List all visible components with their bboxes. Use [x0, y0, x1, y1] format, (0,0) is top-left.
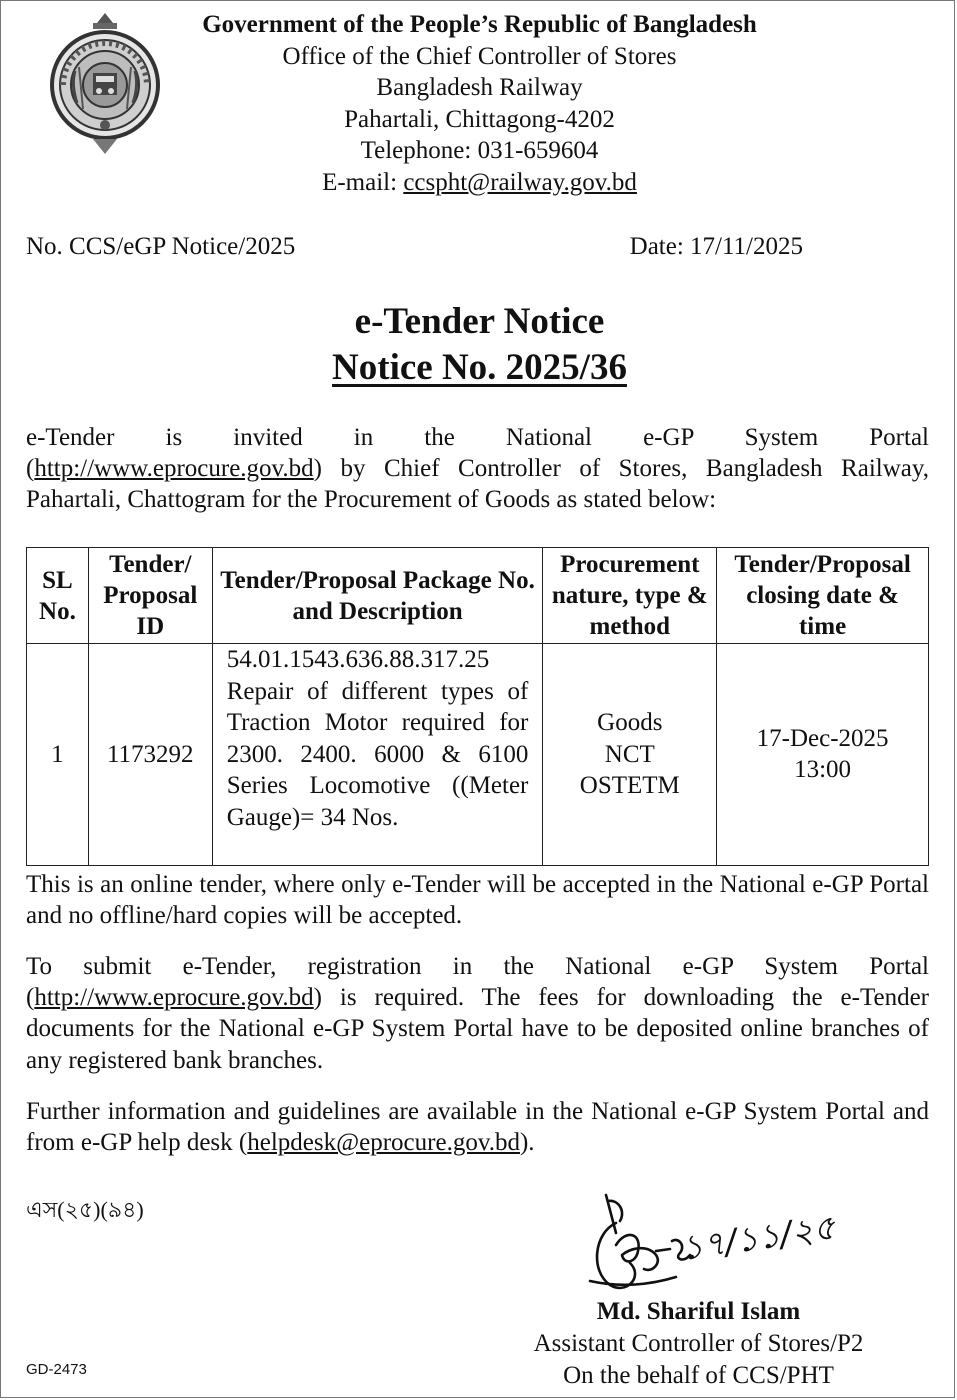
cell-tender-id: 1173292 [88, 644, 212, 866]
signatory-designation: Assistant Controller of Stores/P2 [533, 1330, 864, 1357]
further-info-paragraph [26, 1096, 929, 1158]
intro-text: ) by Chief Controller of Stores, Bangladesh Railway, Pahartali, Chattogram for the Procurement of Goods as stated below: [26, 455, 929, 514]
title-main: e-Tender Notice [354, 301, 605, 342]
email-label: E-mail: [322, 168, 404, 196]
intro-line-1: e-Tender is invited in the National e-GP System Portal [26, 424, 929, 451]
signature-block [481, 1296, 916, 1392]
header-closing: Tender/Proposal closing date & time [717, 548, 929, 644]
submit-text-pre: To submit e-Tender, registration in the National e-GP System Portal ( [26, 953, 929, 1012]
online-paragraph: This is an online tender, where only e-Tender will be accepted in the National e-GP Portal and no offline/hard copies will be accepted. [26, 871, 929, 930]
memo-number: No. CCS/eGP Notice/2025 [26, 233, 296, 260]
government-name: Government of the People’s Republic of Bangladesh [202, 11, 757, 38]
signatory-name: Md. Shariful Islam [596, 1298, 801, 1325]
header-sl: SL No. [27, 548, 89, 644]
header-nature: Procurement nature, type & method [543, 548, 717, 644]
organization-name: Bangladesh Railway [376, 74, 583, 101]
submit-paragraph [26, 951, 929, 1076]
cell-closing [717, 644, 929, 866]
cell-package [212, 644, 543, 866]
further-text-pre: Further information and guidelines are available in the National e-GP System Portal and from e-GP help desk ( [26, 1098, 929, 1157]
intro-rest: (http://www.eprocure.gov.bd) by Chief Controller of Stores, Bangladesh Railway, Pahartali, Chattogram for the Procurement of Goods as stated below: [26, 455, 929, 514]
eprocure-link[interactable]: http://www.eprocure.gov.bd [34, 455, 314, 483]
submit-text-post: ) is required. The fees for downloading the e-Tender documents for the National e-GP System Portal have to be deposited online branches of any registered bank branches. [26, 984, 929, 1074]
cell-sl: 1 [27, 644, 89, 866]
signature-date: ১৭/১১/২৫ [678, 1207, 838, 1269]
procurement-nature: Goods [597, 709, 663, 736]
header-package: Tender/Proposal Package No. and Description [212, 548, 543, 644]
helpdesk-email-link[interactable]: helpdesk@eprocure.gov.bd [247, 1129, 520, 1157]
email-line [1, 167, 957, 199]
tender-table [26, 547, 929, 866]
office-name: Office of the Chief Controller of Stores [282, 42, 677, 70]
closing-time: 13:00 [794, 756, 852, 784]
notice-number: Notice No. 2025/36 [332, 347, 627, 388]
reference-row [26, 233, 803, 261]
intro-paragraph [26, 422, 929, 516]
notice-title [1, 299, 957, 391]
email-link[interactable]: ccspht@railway.gov.bd [403, 168, 637, 196]
notice-date: Date: 17/11/2025 [629, 233, 803, 260]
handwritten-signature [586, 1193, 856, 1303]
gd-code: GD-2473 [26, 1361, 87, 1378]
further-text-post: ). [519, 1129, 535, 1157]
package-number: 54.01.1543.636.88.317.25 [226, 646, 490, 673]
table-row [27, 644, 929, 866]
package-description: Repair of different types of Traction Motor required for 2300. 2400. 6000 & 6100 Series Locomotive ((Meter Gauge)= 34 Nos. [226, 677, 529, 831]
header-tender-id: Tender/ Proposal ID [88, 548, 212, 644]
signatory-behalf: On the behalf of CCS/PHT [563, 1362, 834, 1389]
table-header-row [27, 548, 929, 644]
telephone: Telephone: 031-659604 [360, 137, 599, 164]
office-address: Pahartali, Chittagong-4202 [344, 105, 615, 133]
letterhead [1, 9, 957, 198]
procurement-method: OSTETM [579, 772, 680, 799]
procurement-type: NCT [604, 740, 655, 768]
closing-date: 17-Dec-2025 [756, 724, 889, 752]
submit-eprocure-link[interactable]: http://www.eprocure.gov.bd [34, 984, 314, 1012]
cell-nature [543, 644, 717, 866]
publication-ref-code: এস(২৫)(৯৪) [26, 1197, 144, 1222]
